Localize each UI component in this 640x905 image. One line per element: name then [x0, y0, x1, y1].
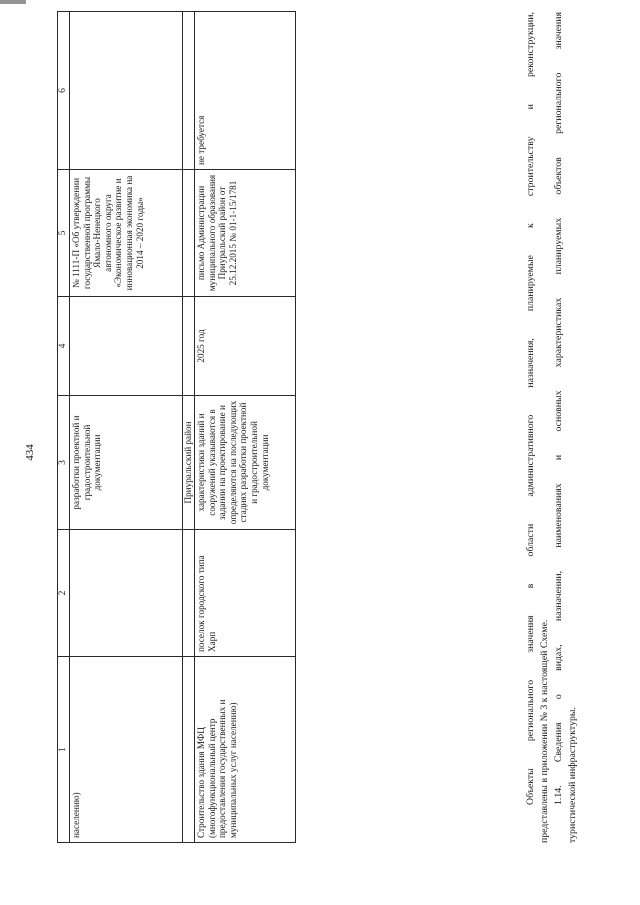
cell-location — [70, 530, 183, 657]
cell-zone — [70, 12, 183, 170]
body-text — [524, 12, 580, 843]
objects-table — [57, 11, 296, 843]
page-number: 434 — [24, 444, 36, 461]
district-heading-right-cell — [183, 170, 195, 297]
column-number-row — [58, 12, 70, 843]
district-heading-row — [183, 12, 195, 843]
cell-object-name: населению) — [70, 657, 183, 843]
cell-characteristics: характеристики зданий и сооружений указываются в задании на проектирование и определяются на последующих стадиях разработки проектной и градостроительной документации — [195, 396, 296, 530]
table-row — [195, 12, 296, 843]
cell-basis: № 1111-П «Об утверждении государственной программы Ямало-Ненецкого автономного округа «Экономическое развитие и инновационная экономика на 2014 – 2020 годы» — [70, 170, 183, 297]
paragraph-line: Объекты регионального значения в области административного назначения, планируемые к строительству и реконструкции, — [525, 12, 536, 805]
district-heading: Приуральский район — [183, 396, 195, 530]
district-heading-left-cell — [183, 530, 195, 657]
column-number-2: 2 — [58, 530, 70, 657]
paragraph-line: 1.14. Сведения о видах, назначении, наименованиях и основных характеристиках планируемых объектов регионального значения — [553, 12, 564, 805]
column-number-6: 6 — [58, 12, 70, 170]
cell-deadline — [70, 297, 183, 396]
cell-location: поселок городского типа Харп — [195, 530, 296, 657]
cell-basis: письмо Администрации муниципального образования Приуральский район от 25.12.2015 № 01-1-15/1781 — [195, 170, 296, 297]
district-heading-right-cell — [183, 12, 195, 170]
district-heading-left-cell — [183, 657, 195, 843]
column-number-5: 5 — [58, 170, 70, 297]
cell-characteristics: разработки проектной и градостроительной документации — [70, 396, 183, 530]
column-number-4: 4 — [58, 297, 70, 396]
cell-zone: не требуется — [195, 12, 296, 170]
paragraph-line: туристической инфраструктуры. — [567, 707, 578, 843]
table-row — [70, 12, 183, 843]
column-number-3: 3 — [58, 396, 70, 530]
column-number-1: 1 — [58, 657, 70, 843]
cell-deadline: 2025 год — [195, 297, 296, 396]
district-heading-right-cell — [183, 297, 195, 396]
paragraph-line: представлены в приложении № 3 к настоящей Схеме. — [539, 619, 550, 843]
cell-object-name: Строительство здания МФЦ (многофункциональный центр предоставления государственных и муниципальных услуг населению) — [195, 657, 296, 843]
